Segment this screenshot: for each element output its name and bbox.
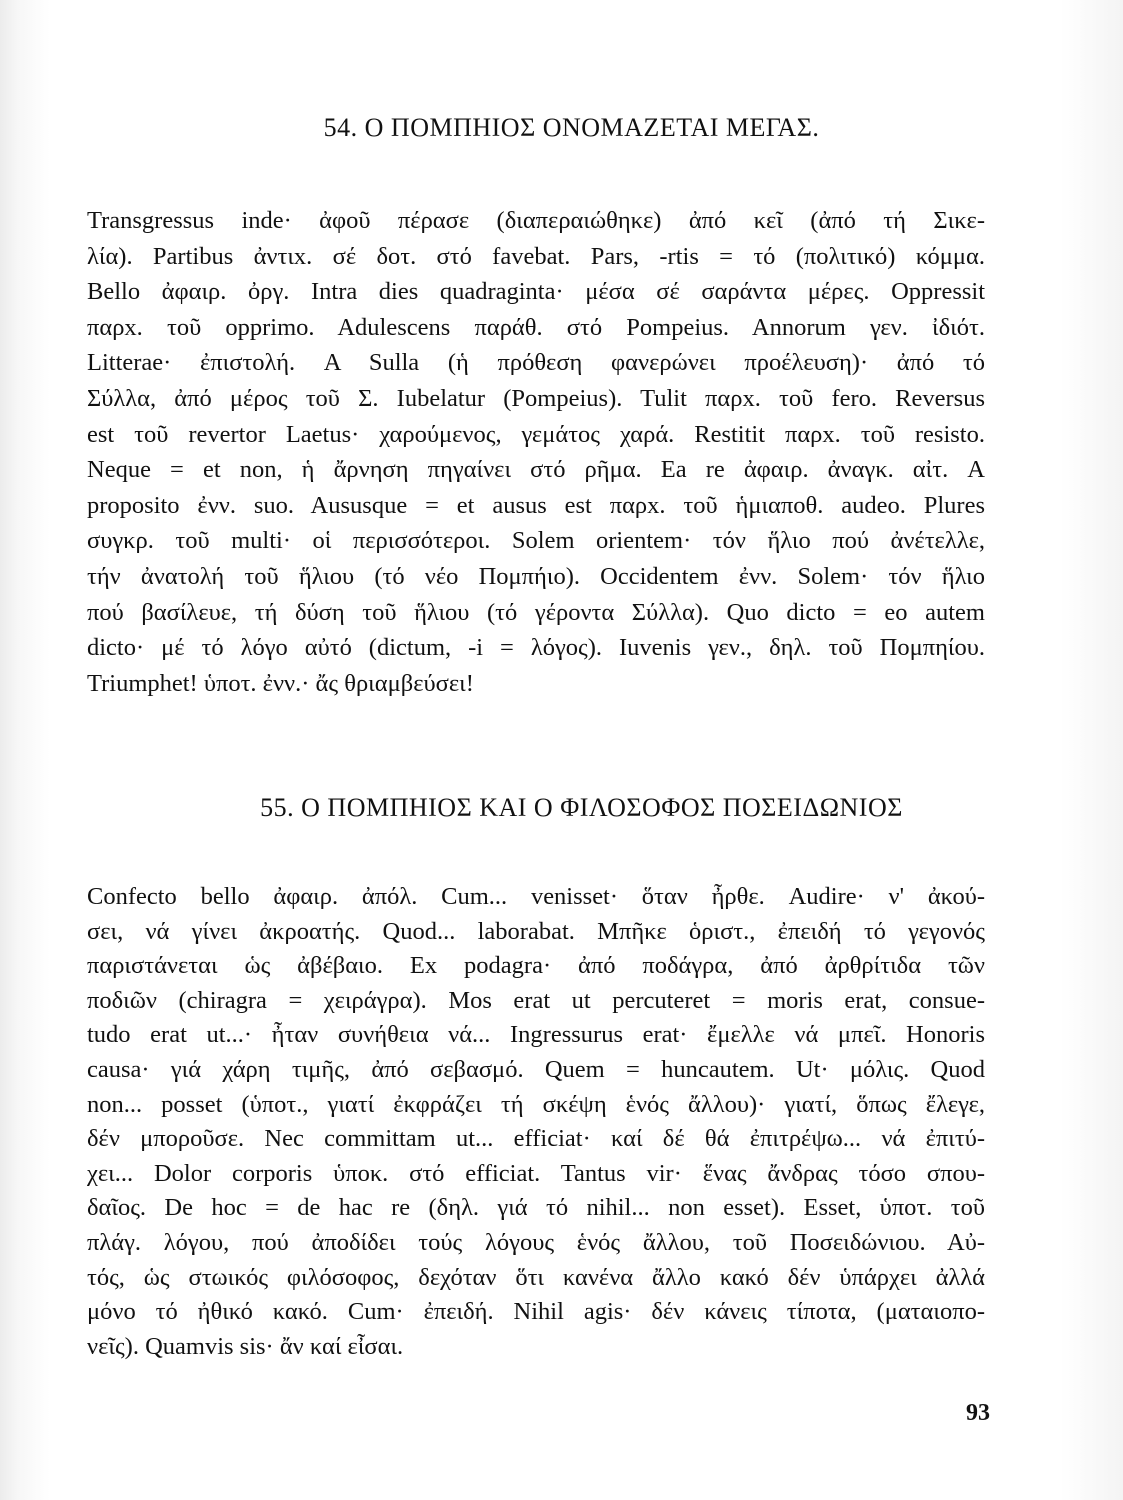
text-line: ποδιῶν (chiragra = χειράγρα). Mos erat ut percuteret = moris erat, consue- [87, 986, 985, 1014]
section-54-body [87, 203, 985, 701]
text-line: Σύλλα, ἀπό μέρος τοῦ Σ. Iubelatur (Pompeius). Tulit παρx. τοῦ fero. Reversus [87, 384, 985, 412]
text-line: τήν ἀνατολή τοῦ ἥλιου (τό νέο Πομπήιο). Occidentem ἐνν. Solem· τόν ἥλιο [87, 562, 985, 590]
text-line: χει... Dolor corporis ὑποκ. στό efficiat. Tantus vir· ἕνας ἄνδρας τόσο σπου- [87, 1159, 985, 1187]
text-line: Confecto bello ἀφαιρ. ἀπόλ. Cum... venisset· ὅταν ἦρθε. Audire· ν' ἀκού- [87, 883, 985, 910]
section-55-body [87, 880, 985, 1364]
text-line: λία). Partibus ἀντιx. σέ δοτ. στό favebat. Pars, -rtis = τό (πολιτικό) κόμμα. [87, 242, 985, 270]
text-line: proposito ἐνν. suo. Aususque = et ausus est παρx. τοῦ ἡμιαποθ. audeo. Plures [87, 491, 985, 519]
text-line: Transgressus inde· ἀφοῦ πέρασε (διαπεραιώθηκε) ἀπό κεῖ (ἀπό τή Σικε- [87, 207, 985, 234]
text-line: causa· γιά χάρη τιμῆς, ἀπό σεβασμό. Quem = huncautem. Ut· μόλις. Quod [87, 1055, 985, 1083]
text-line: παρx. τοῦ opprimo. Adulescens παράθ. στό Pompeius. Annorum γεν. ἰδιότ. [87, 313, 985, 341]
text-line: μόνο τό ἠθικό κακό. Cum· ἐπειδή. Nihil agis· δέν κάνεις τίποτα, (ματαιοπο- [87, 1298, 985, 1326]
text-line: non... posset (ὑποτ., γιατί ἐκφράζει τή σκέψη ἑνός ἄλλου)· γιατί, ὅπως ἔλεγε, [87, 1090, 985, 1118]
text-line: συγκρ. τοῦ multi· οἱ περισσότεροι. Solem orientem· τόν ἥλιο πού ἀνέτελλε, [87, 527, 985, 555]
section-heading-54: 54. Ο ΠΟΜΠΗΙΟΣ ΟΝΟΜΑΖΕΤΑΙ ΜΕΓΑΣ. [323, 113, 820, 142]
text-line: πού βασίλευε, τή δύση τοῦ ἥλιου (τό γέροντα Σύλλα). Quo dicto = eo autem [87, 598, 985, 626]
text-line: τός, ὡς στωικός φιλόσοφος, δεχόταν ὅτι κανένα ἄλλο κακό δέν ὑπάρχει ἀλλά [87, 1263, 985, 1291]
text-line: Neque = et non, ἡ ἄρνηση πηγαίνει στό ρῆμα. Ea re ἀφαιρ. ἀναγκ. αἰτ. A [87, 456, 985, 484]
text-line: tudo erat ut...· ἦταν συνήθεια νά... Ingressurus erat· ἔμελλε νά μπεῖ. Honoris [87, 1021, 985, 1049]
text-line: δαῖος. De hoc = de hac re (δηλ. γιά τό nihil... non esset). Esset, ὑποτ. τοῦ [87, 1194, 985, 1222]
text-line: νεῖς). Quamvis sis· ἄν καί εἶσαι. [87, 1332, 404, 1360]
text-line: σει, νά γίνει ἀκροατής. Quod... laborabat. Μπῆκε ὁριστ., ἐπειδή τό γεγονός [87, 917, 985, 945]
text-line: est τοῦ revertor Laetus· χαρούμενος, γεμάτος χαρά. Restitit παρx. τοῦ resisto. [87, 420, 985, 448]
page-number: 93 [966, 1400, 990, 1426]
section-heading-55: 55. Ο ΠΟΜΠΗΙΟΣ ΚΑΙ Ο ΦΙΛΟΣΟΦΟΣ ΠΟΣΕΙΔΩΝΙΟΣ [260, 793, 903, 822]
text-line: παριστάνεται ὡς ἀβέβαιο. Ex podagra· ἀπό ποδάγρα, ἀπό ἀρθρίτιδα τῶν [87, 952, 985, 980]
text-line: Triumphet! ὑποτ. ἐνν.· ἄς θριαμβεύσει! [87, 669, 474, 697]
text-line: Bello ἀφαιρ. ὀργ. Intra dies quadraginta· μέσα σέ σαράντα μέρες. Oppressit [87, 278, 985, 306]
text-line: πλάγ. λόγου, πού ἀποδίδει τούς λόγους ἑνός ἄλλου, τοῦ Ποσειδώνιου. Αὐ- [87, 1228, 985, 1256]
text-line: δέν μποροῦσε. Nec committam ut... efficiat· καί δέ θά ἐπιτρέψω... νά ἐπιτύ- [87, 1125, 985, 1153]
text-line: Litterae· ἐπιστολή. A Sulla (ἡ πρόθεση φανερώνει προέλευση)· ἀπό τό [87, 349, 985, 377]
text-line: dicto· μέ τό λόγο αὐτό (dictum, -i = λόγος). Iuvenis γεν., δηλ. τοῦ Πομπηίου. [87, 634, 985, 662]
